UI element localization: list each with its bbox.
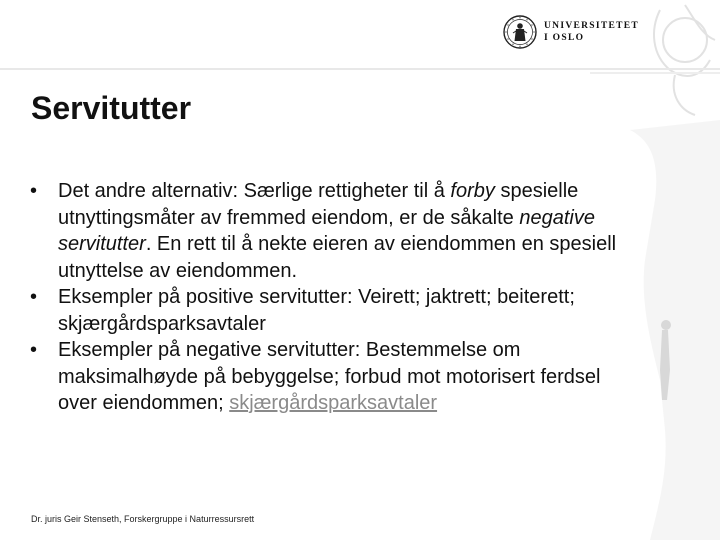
skjaergardsparksavtaler-link[interactable]: skjærgårdsparksavtaler bbox=[229, 392, 438, 414]
bullet-item-3 bbox=[30, 337, 630, 417]
slide-title: Servitutter bbox=[31, 90, 192, 126]
university-logo bbox=[503, 12, 639, 52]
bullet-1-text-b: spesielle utnyttingsmåter av fremmed eiendom, er de såkalte bbox=[58, 180, 579, 229]
title-divider bbox=[0, 68, 720, 70]
bullet-1-emphasis-negative-servitutter: negative servitutter bbox=[58, 206, 595, 255]
bullet-3-text: Eksempler på negative servitutter: Bestemmelse om maksimalhøyde på bebyggelse; forbud mot motorisert ferdsel over eiendommen; bbox=[58, 339, 601, 414]
slide-footer: Dr. juris Geir Stenseth, Forskergruppe i Naturressursrett bbox=[31, 514, 255, 524]
bullet-list bbox=[30, 178, 630, 417]
bullet-1-emphasis-forby: forby bbox=[450, 180, 495, 202]
university-seal-icon bbox=[503, 15, 537, 49]
bullet-1-text-a: Det andre alternativ: Særlige rettigheter til å bbox=[58, 180, 451, 202]
bullet-2-text: Eksempler på positive servitutter: Veirett; jaktrett; beiterett; skjærgårdsparksavtaler bbox=[58, 286, 575, 335]
bullet-item-1 bbox=[30, 178, 630, 284]
bullet-item-2 bbox=[30, 284, 630, 337]
bullet-1-text-c: . En rett til å nekte eieren av eiendommen en spesiell utnyttelse av eiendommen. bbox=[58, 233, 617, 282]
university-name-line2: I OSLO bbox=[544, 33, 585, 43]
university-name-line1: UNIVERSITETET bbox=[544, 21, 640, 31]
university-name bbox=[544, 20, 639, 44]
